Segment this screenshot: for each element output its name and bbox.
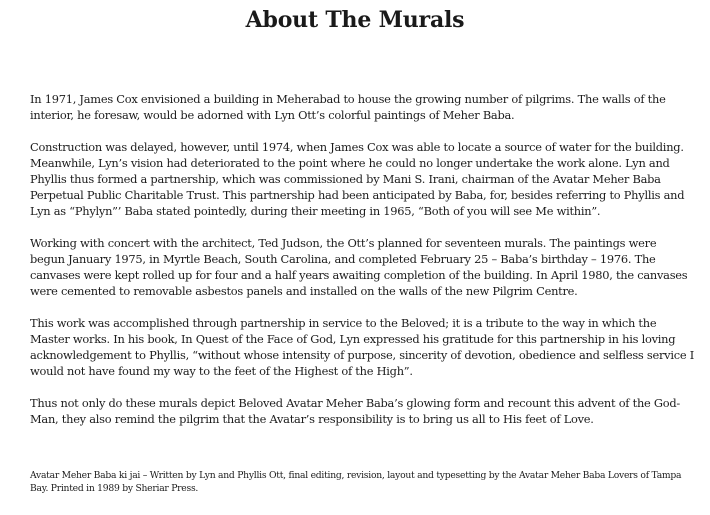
paragraph-4: This work was accomplished through partnership in service to the Beloved; it is a tribute to the way in which the Master works. In his book, In Quest of the Face of God, Lyn expressed his gratitude for this partnership in his loving acknowledgement to Phyllis, “without whose intensity of purpose, sincerity of devotion, obedience and selfless service I would not have found my way to the feet of the Highest of the High”. [30,316,694,378]
article-body [30,91,694,443]
footer-credits: Avatar Meher Baba ki jai – Written by Lyn and Phyllis Ott, final editing, revision, layout and typesetting by the Avatar Meher Baba Lovers of Tampa Bay. Printed in 1989 by Sheriar Press. [30,470,682,494]
page-title: About The Murals [245,7,465,33]
paragraph-5: Thus not only do these murals depict Beloved Avatar Meher Baba’s glowing form and recount this advent of the God-Man, they also remind the pilgrim that the Avatar’s responsibility is to bring us all to His feet of Love. [30,396,681,426]
paragraph-1: In 1971, James Cox envisioned a building in Meherabad to house the growing number of pilgrims. The walls of the interior, he foresaw, would be adorned with Lyn Ott’s colorful paintings of Meher Baba. [30,92,666,122]
paragraph-3: Working with concert with the architect, Ted Judson, the Ott’s planned for seventeen murals. The paintings were begun January 1975, in Myrtle Beach, South Carolina, and completed February 25 – Baba’s birthday – 1976. The canvases were kept rolled up for four and a half years awaiting completion of the building. In April 1980, the canvases were cemented to removable asbestos panels and installed on the walls of the new Pilgrim Centre. [30,236,688,298]
paragraph-2: Construction was delayed, however, until 1974, when James Cox was able to locate a source of water for the building. Meanwhile, Lyn’s vision had deteriorated to the point where he could no longer undertake the work alone. Lyn and Phyllis thus formed a partnership, which was commissioned by Mani S. Irani, chairman of the Avatar Meher Baba Perpetual Public Charitable Trust. This partnership had been anticipated by Baba, for, besides referring to Phyllis and Lyn as “Phylyn”’ Baba stated pointedly, during their meeting in 1965, “Both of you will see Me within”. [30,140,685,218]
